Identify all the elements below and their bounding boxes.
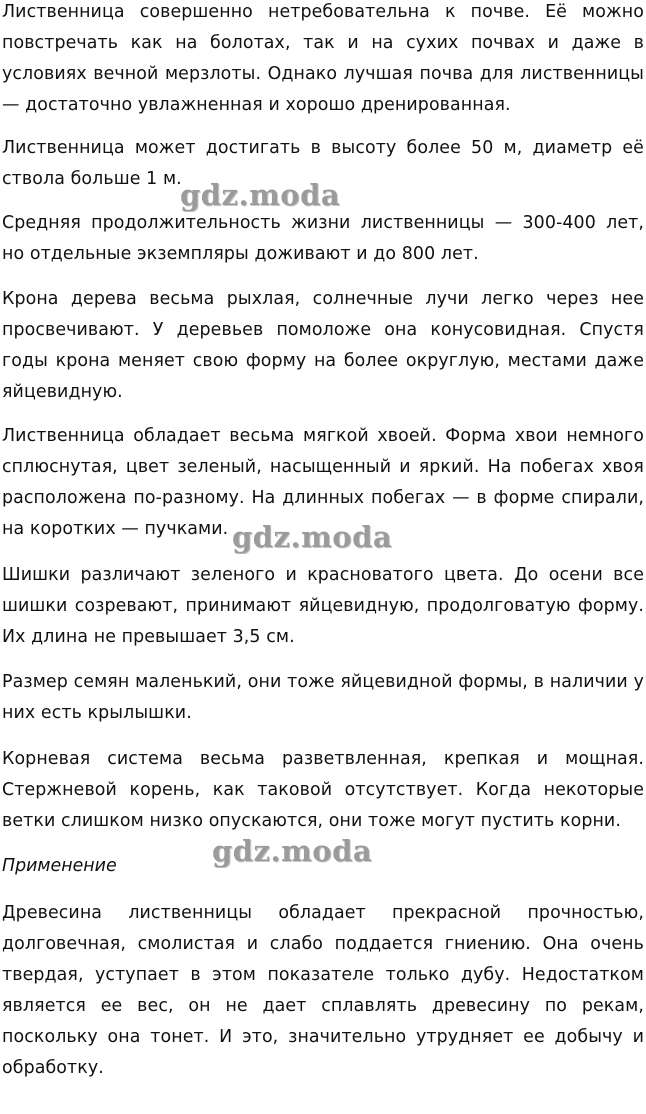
paragraph-height: Лиственница может достигать в высоту более 50 м, диаметр её ствола больше 1 м. [2, 138, 644, 189]
paragraph-roots: Корневая система весьма разветвленная, крепкая и мощная. Стержневой корень, как таковой отсутствует. Когда некоторые ветки слишком низко опускаются, они тоже могут пустить корни. [2, 749, 644, 831]
paragraph-soil: Лиственница совершенно нетребовательна к почве. Её можно повстречать как на болотах, так и на сухих почвах и даже в условиях вечной мерзлоты. Однако лучшая почва для лиственницы — достаточно увлажненная и хорошо дренированная. [2, 2, 644, 115]
watermark-logo: gdz.moda [232, 520, 393, 554]
paragraph-lifespan: Средняя продолжительность жизни лиственницы — 300-400 лет, но отдельные экземпляры доживают и до 800 лет. [2, 213, 644, 264]
watermark-logo: gdz.moda [180, 178, 341, 212]
paragraph-needles: Лиственница обладает весьма мягкой хвоей. Форма хвои немного сплюснутая, цвет зеленый, насыщенный и яркий. На побегах хвоя расположена по-разному. На длинных побегах — в форме спирали, на коротких — пучками. [2, 426, 644, 539]
paragraph-crown: Крона дерева весьма рыхлая, солнечные лучи легко через нее просвечивают. У деревьев помоложе она конусовидная. Спустя годы крона меняет свою форму на более округлую, местами даже яйцевидную. [2, 289, 644, 402]
watermark-logo: gdz.moda [212, 834, 373, 868]
paragraph-seeds: Размер семян маленький, они тоже яйцевидной формы, в наличии у них есть крылышки. [2, 672, 644, 723]
section-heading: Применение [2, 856, 117, 876]
paragraph-wood: Древесина лиственницы обладает прекрасной прочностью, долговечная, смолистая и слабо поддается гниению. Она очень твердая, уступает в этом показателе только дубу. Недостатком является ее вес, он не дает сплавлять древесину по рекам, поскольку она тонет. И это, значительно утрудняет ее добычу и обработку. [2, 903, 644, 1078]
paragraph-cones: Шишки различают зеленого и красноватого цвета. До осени все шишки созревают, принимают яйцевидную, продолговатую форму. Их длина не превышает 3,5 см. [2, 565, 644, 647]
